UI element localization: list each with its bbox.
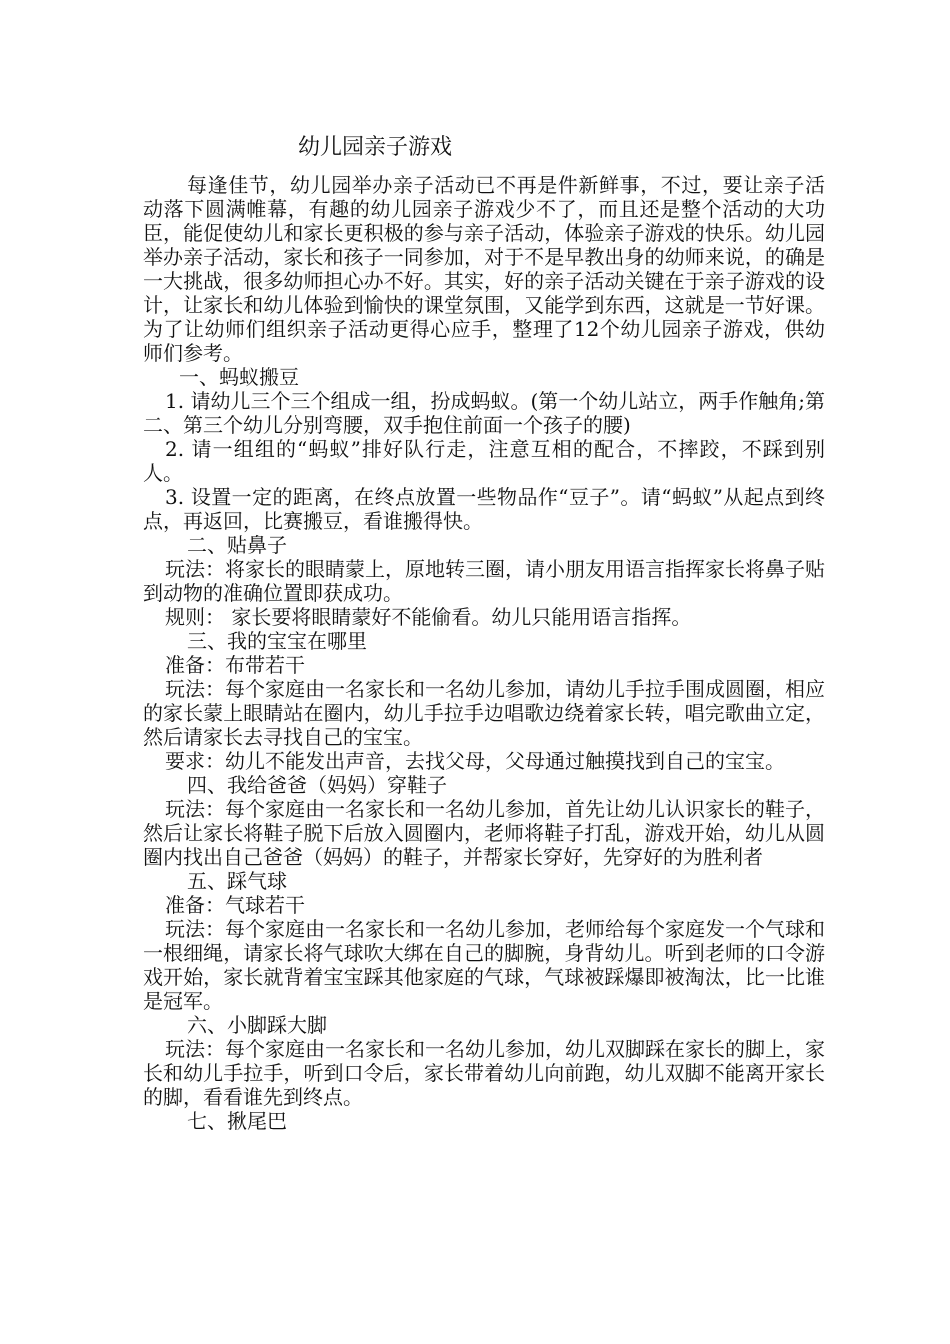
section-heading-tail: 七、揪尾巴 xyxy=(187,1109,287,1133)
paragraph-ant-step-2: 2. 请一组组的“蚂蚁”排好队行走，注意互相的配合，不摔跤，不踩到别人。 xyxy=(143,437,825,485)
section-heading-feet: 六、小脚踩大脚 xyxy=(187,1013,327,1037)
paragraph-balloon-play: 玩法：每个家庭由一名家长和一名幼儿参加，老师给每个家庭发一个气球和一根细绳，请家长将气球吹大绑在自己的脚腕，身背幼儿。听到老师的口令游戏开始，家长就背着宝宝踩其他家庭的气球，气球被踩爆即被淘汰，比一比谁是冠军。 xyxy=(143,917,825,1013)
section-heading-shoes: 四、我给爸爸（妈妈）穿鞋子 xyxy=(187,773,447,797)
paragraph-feet-play: 玩法：每个家庭由一名家长和一名幼儿参加，幼儿双脚踩在家长的脚上，家长和幼儿手拉手，听到口令后，家长带着幼儿向前跑，幼儿双脚不能离开家长的脚，看看谁先到终点。 xyxy=(143,1037,825,1109)
paragraph-baby-prep: 准备：布带若干 xyxy=(165,653,305,677)
paragraph-ant-step-1: 1. 请幼儿三个三个组成一组，扮成蚂蚁。(第一个幼儿站立，两手作触角;第二、第三个幼儿分别弯腰，双手抱住前面一个孩子的腰) xyxy=(143,389,825,437)
section-heading-ant: 一、蚂蚁搬豆 xyxy=(179,365,299,389)
paragraph-baby-play: 玩法：每个家庭由一名家长和一名幼儿参加，请幼儿手拉手围成圆圈，相应的家长蒙上眼睛站在圈内，幼儿手拉手边唱歌边绕着家长转，唱完歌曲立定，然后请家长去寻找自己的宝宝。 xyxy=(143,677,825,749)
paragraph-shoes-play: 玩法：每个家庭由一名家长和一名幼儿参加，首先让幼儿认识家长的鞋子，然后让家长将鞋子脱下后放入圆圈内，老师将鞋子打乱，游戏开始，幼儿从圆圈内找出自己爸爸（妈妈）的鞋子，并帮家长穿好，先穿好的为胜利者 xyxy=(143,797,825,869)
section-heading-balloon: 五、踩气球 xyxy=(187,869,287,893)
document-title: 幼儿园亲子游戏 xyxy=(298,135,453,160)
intro-paragraph: 每逢佳节，幼儿园举办亲子活动已不再是件新鲜事，不过，要让亲子活动落下圆满帷幕，有趣的幼儿园亲子游戏少不了，而且还是整个活动的大功臣，能促使幼儿和家长更积极的参与亲子活动，体验亲子游戏的快乐。幼儿园举办亲子活动，家长和孩子一同参加，对于不是早教出身的幼师来说，的确是一大挑战，很多幼师担心办不好。其实，好的亲子活动关键在于亲子游戏的设计，让家长和幼儿体验到愉快的课堂氛围，又能学到东西，这就是一节好课。为了让幼师们组织亲子活动更得心应手，整理了12个幼儿园亲子游戏，供幼师们参考。 xyxy=(143,173,825,365)
paragraph-balloon-prep: 准备：气球若干 xyxy=(165,893,305,917)
paragraph-nose-play: 玩法：将家长的眼睛蒙上，原地转三圈，请小朋友用语言指挥家长将鼻子贴到动物的准确位置即获成功。 xyxy=(143,557,825,605)
section-heading-nose: 二、贴鼻子 xyxy=(187,533,287,557)
paragraph-ant-step-3: 3. 设置一定的距离，在终点放置一些物品作“豆子”。请“蚂蚁”从起点到终点，再返回，比赛搬豆，看谁搬得快。 xyxy=(143,485,825,533)
paragraph-nose-rules: 规则： 家长要将眼睛蒙好不能偷看。幼儿只能用语言指挥。 xyxy=(165,605,692,629)
section-heading-baby: 三、我的宝宝在哪里 xyxy=(187,629,367,653)
paragraph-baby-req: 要求：幼儿不能发出声音，去找父母，父母通过触摸找到自己的宝宝。 xyxy=(165,749,785,773)
